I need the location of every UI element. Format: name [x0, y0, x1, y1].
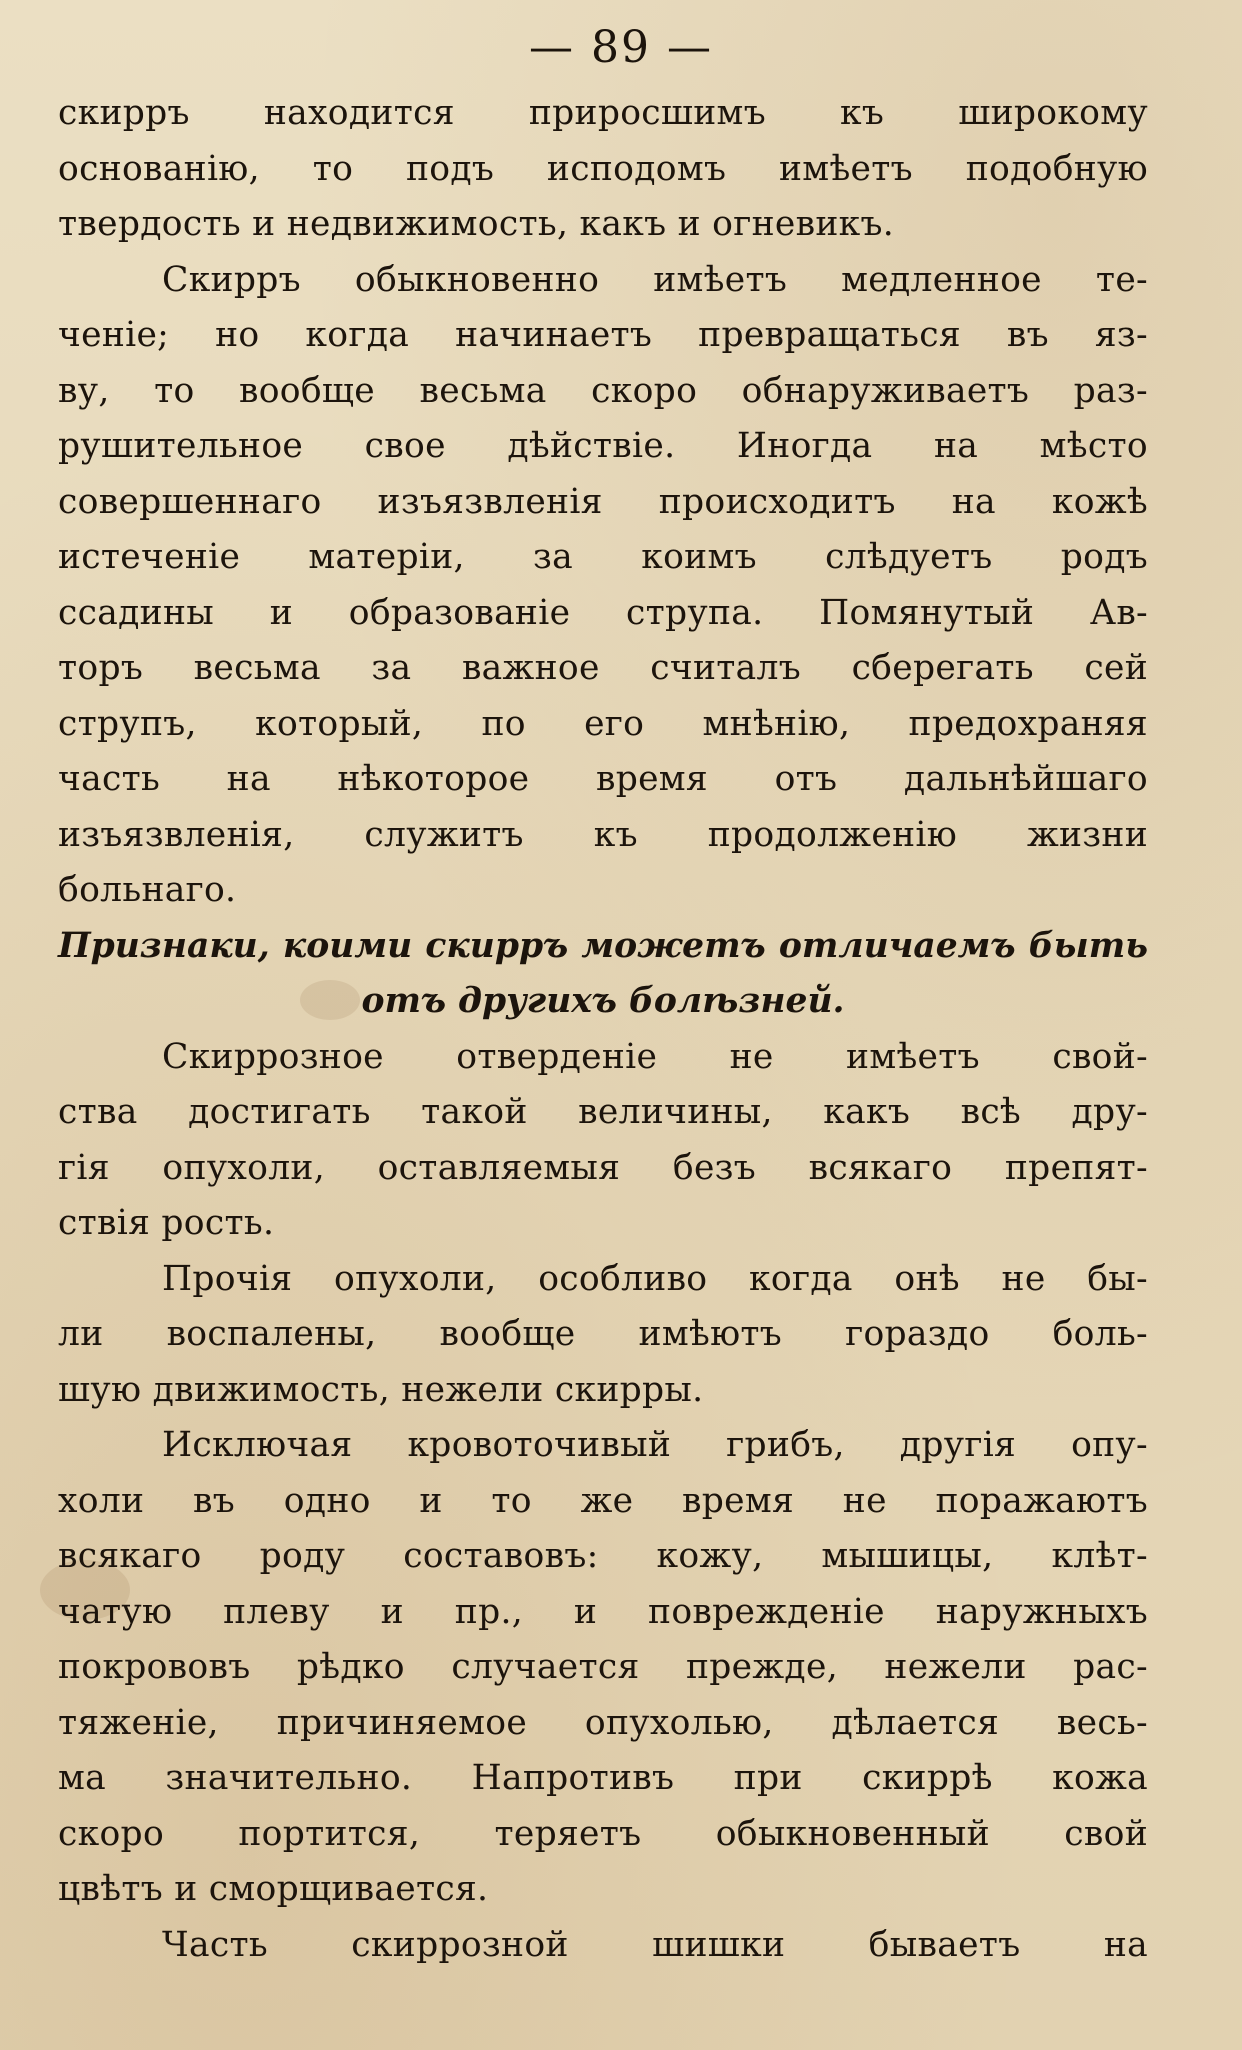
text-line: скоро портится, теряетъ обыкновенный свой	[58, 1813, 1148, 1854]
text-line: ву, то вообще весьма скоро обнаруживаетъ раз-	[58, 370, 1148, 411]
text-line: всякаго роду составовъ: кожу, мышицы, клѣт-	[58, 1536, 1148, 1576]
text-line: цвѣтъ и сморщивается.	[58, 1869, 489, 1909]
text-line: твердость и недвижимость, какъ и огневикъ.	[58, 204, 895, 244]
text-line: Исключая кровоточивый грибъ, другія опу-	[162, 1425, 1148, 1465]
text-line: тяженіе, причиняемое опухолью, дѣлается весь-	[58, 1702, 1148, 1743]
text-line: Скирръ обыкновенно имѣетъ медленное те-	[162, 259, 1148, 300]
text-line: чатую плеву и пр., и поврежденіе наружныхъ	[58, 1591, 1148, 1632]
text-line: совершеннаго изъязвленія происходитъ на кожѣ	[58, 481, 1148, 522]
text-line: больнаго.	[58, 870, 237, 910]
text-line: скирръ находится приросшимъ къ широкому	[58, 93, 1148, 133]
section-heading-continued: отъ другихъ болѣзней.	[361, 981, 845, 1021]
text-line: изъязвленія, служитъ къ продолженію жизни	[58, 814, 1148, 855]
section-heading: Признаки, коими скирръ можетъ отличаемъ быть	[58, 925, 1148, 966]
text-line: рушительное свое дѣйствіе. Иногда на мѣсто	[58, 426, 1148, 466]
text-line: ссадины и образованіе струпа. Помянутый Ав-	[58, 592, 1148, 633]
text-line: истеченіе матеріи, за коимъ слѣдуетъ родъ	[58, 537, 1148, 577]
text-line: Скиррозное отверденіе не имѣетъ свой-	[162, 1036, 1148, 1077]
text-line: шую движимость, нежели скирры.	[58, 1369, 704, 1410]
text-line: часть на нѣкоторое время отъ дальнѣйшаго	[58, 759, 1148, 799]
text-line: струпъ, который, по его мнѣнію, предохраняя	[58, 703, 1148, 744]
text-line: торъ весьма за важное считалъ сберегать сей	[58, 648, 1148, 688]
text-line: ствія рость.	[58, 1203, 275, 1243]
text-line: основанію, то подъ исподомъ имѣетъ подобную	[58, 148, 1148, 189]
text-line: ма значительно. Напротивъ при скиррѣ кожа	[58, 1758, 1148, 1798]
text-line: Прочія опухоли, особливо когда онѣ не бы-	[162, 1258, 1148, 1299]
page-number: — 89 —	[529, 22, 713, 73]
text-line: ли воспалены, вообще имѣютъ гораздо боль-	[58, 1314, 1148, 1354]
text-line: ства достигать такой величины, какъ всѣ дру-	[58, 1092, 1148, 1132]
text-line: Часть скиррозной шишки бываетъ на	[162, 1924, 1148, 1965]
body-text	[58, 86, 1148, 1973]
text-line: покрововъ рѣдко случается прежде, нежели рас-	[58, 1647, 1148, 1687]
text-line: ченіе; но когда начинаетъ превращаться въ яз-	[58, 315, 1148, 355]
text-line: гія опухоли, оставляемыя безъ всякаго препят-	[58, 1147, 1148, 1188]
text-line: холи въ одно и то же время не поражаютъ	[58, 1480, 1148, 1521]
